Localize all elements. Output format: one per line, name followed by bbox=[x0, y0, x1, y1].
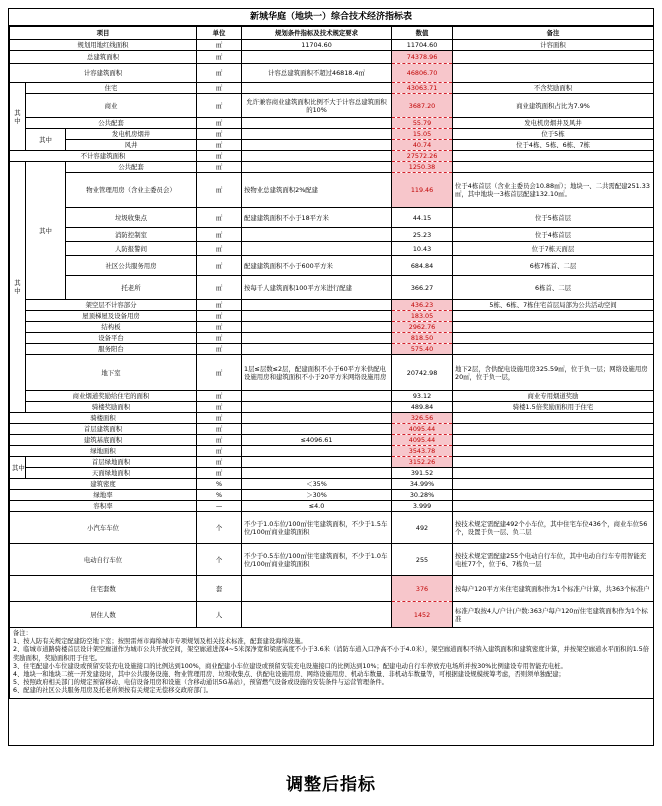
table-row bbox=[10, 402, 654, 413]
row-value-highlighted: 326.56 bbox=[392, 413, 453, 424]
row-note: 按技术规定需配建492个小车位，其中住宅车位436个，商业车位56个，设置于负一层、负二层 bbox=[453, 512, 654, 544]
row-value: 20742.98 bbox=[392, 355, 453, 391]
row-value: 30.28% bbox=[392, 490, 453, 501]
row-value-highlighted: 43063.71 bbox=[392, 83, 453, 94]
row-value: 25.23 bbox=[392, 228, 453, 242]
table-row bbox=[10, 276, 654, 300]
table-row bbox=[10, 118, 654, 129]
row-requirement bbox=[242, 576, 392, 602]
row-requirement bbox=[242, 602, 392, 628]
row-unit: ㎡ bbox=[197, 333, 242, 344]
row-unit: 人 bbox=[197, 602, 242, 628]
note-item: 3、住宅配建小车位建设或预留安装充电设施接口的比例达到100%，商业配建小车位建设或预留安装充电设施接口的比例达到10%；配建电动自行车停放充电场所并按30%比例建设专用智能充电桩。 bbox=[13, 662, 567, 670]
table-row bbox=[10, 129, 654, 140]
row-requirement bbox=[242, 424, 392, 435]
row-name: 总建筑面积 bbox=[10, 51, 197, 64]
group-label-qizhong: 其中 bbox=[10, 162, 26, 413]
row-value-highlighted: 3687.20 bbox=[392, 94, 453, 118]
row-note bbox=[453, 344, 654, 355]
row-value: 684.84 bbox=[392, 256, 453, 276]
row-name: 屋顶梯屋及设备用房 bbox=[26, 311, 197, 322]
table-row bbox=[10, 208, 654, 228]
row-value-highlighted: 40.74 bbox=[392, 140, 453, 151]
row-value: 11704.60 bbox=[392, 40, 453, 51]
row-name: 首层绿地面积 bbox=[26, 457, 197, 468]
header-item: 项目 bbox=[10, 27, 197, 40]
row-note bbox=[453, 322, 654, 333]
row-name: 绿地率 bbox=[10, 490, 197, 501]
row-note bbox=[453, 479, 654, 490]
row-unit: 套 bbox=[197, 576, 242, 602]
row-name: 天面绿地面积 bbox=[26, 468, 197, 479]
row-value-highlighted: 436.23 bbox=[392, 300, 453, 311]
row-requirement bbox=[242, 446, 392, 457]
row-value-highlighted: 119.46 bbox=[392, 173, 453, 208]
table-row bbox=[10, 512, 654, 544]
row-name: 设备平台 bbox=[26, 333, 197, 344]
row-value: 366.27 bbox=[392, 276, 453, 300]
table-row bbox=[10, 424, 654, 435]
row-requirement bbox=[242, 162, 392, 173]
row-note: 位于5栋首层 bbox=[453, 208, 654, 228]
row-requirement bbox=[242, 300, 392, 311]
table-row bbox=[10, 256, 654, 276]
table-row bbox=[10, 151, 654, 162]
row-name: 首层建筑面积 bbox=[10, 424, 197, 435]
note-item: 5、按照政府相关部门的规定预留移动、电信设备用房和设施（含移动通讯5G基站），预留燃气设备或设施的安装条件与运营管理条件。 bbox=[13, 679, 388, 687]
row-unit: ㎡ bbox=[197, 300, 242, 311]
table-row bbox=[10, 576, 654, 602]
table-row bbox=[10, 344, 654, 355]
row-value-highlighted: 4095.44 bbox=[392, 424, 453, 435]
row-name: 商业 bbox=[26, 94, 197, 118]
row-name: 建筑密度 bbox=[10, 479, 197, 490]
table-row bbox=[10, 140, 654, 151]
row-unit: ㎡ bbox=[197, 435, 242, 446]
row-unit: ㎡ bbox=[197, 402, 242, 413]
row-note bbox=[453, 413, 654, 424]
row-requirement bbox=[242, 228, 392, 242]
row-unit: ㎡ bbox=[197, 140, 242, 151]
row-note bbox=[453, 162, 654, 173]
row-requirement bbox=[242, 457, 392, 468]
row-value-highlighted: 46806.70 bbox=[392, 64, 453, 83]
table-row bbox=[10, 391, 654, 402]
row-note: 位于7栋天面层 bbox=[453, 242, 654, 256]
row-note: 按每户120平方米住宅建筑面积作为1个标准户计算，共363个标准户 bbox=[453, 576, 654, 602]
row-unit: ㎡ bbox=[197, 413, 242, 424]
row-note: 地下2层，含供配电设施用房325.59㎡，位于负一层；网络设施用房20㎡，位于负一层， bbox=[453, 355, 654, 391]
row-value-highlighted: 376 bbox=[392, 576, 453, 602]
note-item: 2、临城市道路骑楼首层设计架空廊道作为城市公共开放空间，架空廊道进深4~5米深净宽和梁底高度不小于3.6米（消防车道入口净高不小于4.0米），架空廊道面积不纳入建筑面积和建筑密度计算，并按架空廊道水平面积的1.5倍奖励面积，奖励面积用于住宅。 bbox=[13, 646, 650, 662]
row-note: 计容面积 bbox=[453, 40, 654, 51]
row-note: 商业建筑面积占比为7.9% bbox=[453, 94, 654, 118]
table-row bbox=[10, 242, 654, 256]
row-value: 489.84 bbox=[392, 402, 453, 413]
row-requirement: ≤4096.61 bbox=[242, 435, 392, 446]
row-name: 发电机房烟井 bbox=[66, 129, 197, 140]
row-unit: ㎡ bbox=[197, 228, 242, 242]
row-value: 10.43 bbox=[392, 242, 453, 256]
note-item: 1、按人防有关规定配建防空地下室；按照雷州市海绵城市专项规划及相关技术标准，配套建设海绵设施。 bbox=[13, 638, 307, 646]
row-note bbox=[453, 311, 654, 322]
row-note: 骑楼1.5倍奖励面积用于住宅 bbox=[453, 402, 654, 413]
row-unit: ㎡ bbox=[197, 173, 242, 208]
row-unit: ㎡ bbox=[197, 424, 242, 435]
row-value-highlighted: 1250.38 bbox=[392, 162, 453, 173]
row-requirement: 不少于1.0车位/100㎡住宅建筑面积，不少于1.5车位/100㎡商业建筑面积 bbox=[242, 512, 392, 544]
row-requirement bbox=[242, 322, 392, 333]
row-name: 人防报警间 bbox=[66, 242, 197, 256]
row-requirement: ＜35% bbox=[242, 479, 392, 490]
table-row bbox=[10, 501, 654, 512]
row-value: 391.52 bbox=[392, 468, 453, 479]
row-name: 不计容建筑面积 bbox=[10, 151, 197, 162]
table-row bbox=[10, 162, 654, 173]
row-requirement: 11704.60 bbox=[242, 40, 392, 51]
row-requirement bbox=[242, 83, 392, 94]
row-requirement bbox=[242, 402, 392, 413]
row-name: 风井 bbox=[66, 140, 197, 151]
row-note: 位于5栋 bbox=[453, 129, 654, 140]
row-name: 社区公共服务用房 bbox=[66, 256, 197, 276]
row-name: 物业管理用房（含业主委员会） bbox=[66, 173, 197, 208]
row-note: 位于4栋、5栋、6栋、7栋 bbox=[453, 140, 654, 151]
row-unit: ㎡ bbox=[197, 355, 242, 391]
table-row bbox=[10, 51, 654, 64]
row-unit: ㎡ bbox=[197, 276, 242, 300]
table-row bbox=[10, 457, 654, 468]
row-note bbox=[453, 424, 654, 435]
row-name: 商业烟道奖励给住宅的面积 bbox=[26, 391, 197, 402]
row-name: 托老所 bbox=[66, 276, 197, 300]
row-requirement bbox=[242, 118, 392, 129]
row-note: 6栋7栋首、二层 bbox=[453, 256, 654, 276]
row-note: 位于4栋首层（含业主委员会10.88㎡）；地块一、二共需配建251.33㎡，其中地块一3栋首层配建132.10㎡。 bbox=[453, 173, 654, 208]
row-unit: 个 bbox=[197, 512, 242, 544]
row-value-highlighted: 3543.78 bbox=[392, 446, 453, 457]
row-note: 发电机房烟井及风井 bbox=[453, 118, 654, 129]
group-label-qizhong: 其中 bbox=[10, 83, 26, 151]
table-row bbox=[10, 64, 654, 83]
row-value-highlighted: 2962.76 bbox=[392, 322, 453, 333]
row-note: 5栋、6栋、7栋住宅首层局部为公共活动空间 bbox=[453, 300, 654, 311]
row-value-highlighted: 818.50 bbox=[392, 333, 453, 344]
notes-heading: 备注： bbox=[13, 630, 32, 637]
row-note bbox=[453, 490, 654, 501]
row-value-highlighted: 27572.26 bbox=[392, 151, 453, 162]
notes-block bbox=[10, 628, 654, 699]
row-requirement bbox=[242, 413, 392, 424]
row-requirement: 1层≤层数≤2层，配建面积不小于60平方米供配电设施用房和建筑面积不小于20平方米网络设施用房 bbox=[242, 355, 392, 391]
table-header-row bbox=[10, 27, 654, 40]
note-item: 6、配建的社区公共服务用房及托老所须按有关规定无偿移交政府部门。 bbox=[13, 687, 213, 695]
row-name: 住宅套数 bbox=[10, 576, 197, 602]
row-unit: ㎡ bbox=[197, 129, 242, 140]
row-note bbox=[453, 151, 654, 162]
row-unit: ㎡ bbox=[197, 94, 242, 118]
row-requirement: 允许兼容商业建筑面积比例不大于计容总建筑面积的10% bbox=[242, 94, 392, 118]
row-requirement bbox=[242, 468, 392, 479]
table-row bbox=[10, 300, 654, 311]
row-unit: ㎡ bbox=[197, 468, 242, 479]
sheet-title: 新城华庭（地块一）综合技术经济指标表 bbox=[9, 9, 653, 26]
table-row bbox=[10, 94, 654, 118]
row-note bbox=[453, 64, 654, 83]
row-name: 建筑基底面积 bbox=[10, 435, 197, 446]
row-unit: ㎡ bbox=[197, 40, 242, 51]
row-requirement bbox=[242, 311, 392, 322]
row-note bbox=[453, 501, 654, 512]
group-label-qizhong: 其中 bbox=[10, 457, 26, 479]
row-requirement bbox=[242, 151, 392, 162]
row-requirement: 配建建筑面积不小于600平方米 bbox=[242, 256, 392, 276]
table-row bbox=[10, 311, 654, 322]
row-value: 492 bbox=[392, 512, 453, 544]
row-requirement: 计容总建筑面积不超过46818.4㎡ bbox=[242, 64, 392, 83]
row-unit: ㎡ bbox=[197, 64, 242, 83]
subgroup-label-qizhong: 其中 bbox=[26, 162, 66, 300]
row-name: 服务阳台 bbox=[26, 344, 197, 355]
row-unit: ㎡ bbox=[197, 311, 242, 322]
row-note: 不含奖励面积 bbox=[453, 83, 654, 94]
row-value-highlighted: 74378.96 bbox=[392, 51, 453, 64]
row-value-highlighted: 183.05 bbox=[392, 311, 453, 322]
table-row bbox=[10, 435, 654, 446]
row-name: 容积率 bbox=[10, 501, 197, 512]
notes-row bbox=[10, 628, 654, 699]
row-requirement: 不少于0.5车位/100㎡住宅建筑面积，不少于1.0车位/100㎡商业建筑面积 bbox=[242, 544, 392, 576]
row-unit: ㎡ bbox=[197, 391, 242, 402]
table-row bbox=[10, 544, 654, 576]
table-row bbox=[10, 83, 654, 94]
row-note: 标准户取按4人/户计(户数:363户每户120㎡住宅建筑面积作为1个标准 bbox=[453, 602, 654, 628]
table-row bbox=[10, 40, 654, 51]
indicator-table bbox=[9, 26, 654, 699]
row-name: 骑楼奖励面积 bbox=[26, 402, 197, 413]
row-unit: ㎡ bbox=[197, 256, 242, 276]
table-row bbox=[10, 173, 654, 208]
row-value: 255 bbox=[392, 544, 453, 576]
row-note: 按技术规定需配建255个电动自行车位，其中电动自行车专用智能充电桩77个，位于6、7栋负一层 bbox=[453, 544, 654, 576]
table-row bbox=[10, 228, 654, 242]
row-unit: ㎡ bbox=[197, 151, 242, 162]
row-unit: ㎡ bbox=[197, 344, 242, 355]
subgroup-label-qi: 其中 bbox=[26, 129, 66, 151]
row-name: 小汽车车位 bbox=[10, 512, 197, 544]
row-name: 地下室 bbox=[26, 355, 197, 391]
row-requirement: 按每千人建筑面积100平方米进行配建 bbox=[242, 276, 392, 300]
row-requirement bbox=[242, 391, 392, 402]
row-unit: ㎡ bbox=[197, 162, 242, 173]
row-value: 34.99% bbox=[392, 479, 453, 490]
row-requirement bbox=[242, 344, 392, 355]
row-note bbox=[453, 446, 654, 457]
row-requirement: 按物业总建筑面积2%配建 bbox=[242, 173, 392, 208]
header-value: 数值 bbox=[392, 27, 453, 40]
row-value-highlighted: 55.79 bbox=[392, 118, 453, 129]
row-value-highlighted: 15.05 bbox=[392, 129, 453, 140]
row-note bbox=[453, 333, 654, 344]
row-value: 93.12 bbox=[392, 391, 453, 402]
row-note bbox=[453, 435, 654, 446]
table-row bbox=[10, 468, 654, 479]
row-note bbox=[453, 51, 654, 64]
row-name: 垃圾收集点 bbox=[66, 208, 197, 228]
row-value: 3.999 bbox=[392, 501, 453, 512]
row-requirement: ＞30% bbox=[242, 490, 392, 501]
row-unit: ㎡ bbox=[197, 446, 242, 457]
table-row bbox=[10, 602, 654, 628]
row-value-highlighted: 1452 bbox=[392, 602, 453, 628]
header-requirement: 规划条件指标及技术规定要求 bbox=[242, 27, 392, 40]
row-unit: ㎡ bbox=[197, 83, 242, 94]
row-note: 6栋首、二层 bbox=[453, 276, 654, 300]
page-caption: 调整后指标 bbox=[286, 775, 376, 795]
row-name: 公共配套 bbox=[66, 162, 197, 173]
row-name: 电动自行车位 bbox=[10, 544, 197, 576]
row-name: 计容建筑面积 bbox=[10, 64, 197, 83]
row-value: 44.15 bbox=[392, 208, 453, 228]
table-row bbox=[10, 333, 654, 344]
row-name: 绿地面积 bbox=[10, 446, 197, 457]
row-unit: % bbox=[197, 479, 242, 490]
header-unit: 单位 bbox=[197, 27, 242, 40]
table-row bbox=[10, 446, 654, 457]
row-unit: 个 bbox=[197, 544, 242, 576]
row-note: 商业专用烟道奖励 bbox=[453, 391, 654, 402]
row-name: 规划用地红线面积 bbox=[10, 40, 197, 51]
indicator-sheet bbox=[8, 8, 654, 746]
row-unit: ㎡ bbox=[197, 208, 242, 228]
row-value-highlighted: 3152.26 bbox=[392, 457, 453, 468]
row-value-highlighted: 4095.44 bbox=[392, 435, 453, 446]
row-unit: % bbox=[197, 490, 242, 501]
row-requirement: ≤4.0 bbox=[242, 501, 392, 512]
table-row bbox=[10, 355, 654, 391]
row-unit: ㎡ bbox=[197, 457, 242, 468]
row-requirement bbox=[242, 129, 392, 140]
row-requirement bbox=[242, 140, 392, 151]
table-row bbox=[10, 479, 654, 490]
row-requirement bbox=[242, 51, 392, 64]
row-unit: ㎡ bbox=[197, 51, 242, 64]
row-unit: ㎡ bbox=[197, 118, 242, 129]
row-note: 位于4栋首层 bbox=[453, 228, 654, 242]
row-requirement bbox=[242, 333, 392, 344]
row-name: 结构板 bbox=[26, 322, 197, 333]
row-name: 架空层不计容部分 bbox=[26, 300, 197, 311]
row-name: 骑楼面积 bbox=[10, 413, 197, 424]
row-note bbox=[453, 468, 654, 479]
header-note: 备注 bbox=[453, 27, 654, 40]
row-requirement bbox=[242, 242, 392, 256]
row-name: 公共配套 bbox=[26, 118, 197, 129]
row-name: 消防控制室 bbox=[66, 228, 197, 242]
row-name: 住宅 bbox=[26, 83, 197, 94]
row-name: 居住人数 bbox=[10, 602, 197, 628]
table-row bbox=[10, 322, 654, 333]
row-note bbox=[453, 457, 654, 468]
note-item: 4、地块一和地块二统一开发建设时，其中公共服务设施、物业管理用房、垃圾收集点、供配电设施用房、网络设施用房、机动车数量、非机动车数量等，可根据建设规模统筹考虑，否则须单独配建； bbox=[13, 671, 565, 679]
table-row bbox=[10, 490, 654, 501]
row-unit: ㎡ bbox=[197, 242, 242, 256]
row-requirement: 配建建筑面积不小于18平方米 bbox=[242, 208, 392, 228]
row-unit: — bbox=[197, 501, 242, 512]
table-row bbox=[10, 413, 654, 424]
row-unit: ㎡ bbox=[197, 322, 242, 333]
row-value-highlighted: 575.40 bbox=[392, 344, 453, 355]
